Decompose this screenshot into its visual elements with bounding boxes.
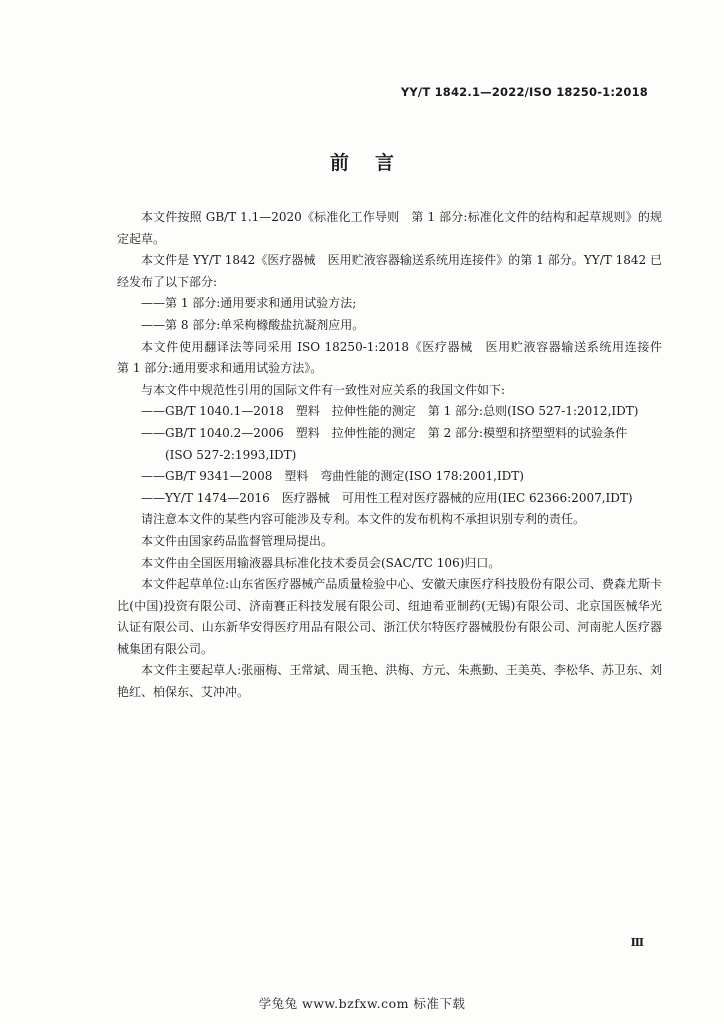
page-number: Ⅲ [630, 936, 644, 949]
paragraph-series-intro: 本文件是 YY/T 1842《医疗器械 医用贮液容器输送系统用连接件》的第 1 部分。YY/T 1842 已经发布了以下部分: [117, 253, 662, 289]
paragraph-technical-committee: 本文件由全国医用输液器具标准化技术委员会(SAC/TC 106)归口。 [141, 555, 501, 570]
paragraph-drafting-rules: 本文件按照 GB/T 1.1—2020《标准化工作导则 第 1 部分:标准化文件的结构和起草规则》的规定起草。 [117, 210, 662, 246]
list-item-part-8: ——第 8 部分:单采枸橼酸盐抗凝剂应用。 [141, 317, 365, 332]
paragraph-iso-adoption: 本文件使用翻译法等同采用 ISO 18250-1:2018《医疗器械 医用贮液容器输送系统用连接件 第 1 部分:通用要求和通用试验方法》。 [117, 339, 675, 376]
reference-yy-t-1474: ——YY/T 1474—2016 医疗器械 可用性工程对医疗器械的应用(IEC 62366:2007,IDT) [141, 490, 633, 505]
list-item-part-1: ——第 1 部分:通用要求和通用试验方法; [141, 296, 357, 311]
footer-watermark-text: 学兔兔 www.bzfxw.com 标准下载 [258, 996, 466, 1011]
reference-gb-t-1040-2-line1: ——GB/T 1040.2—2006 塑料 拉伸性能的测定 第 2 部分:模塑和挤塑塑料的试验条件 [141, 425, 628, 440]
standard-number: YY/T 1842.1—2022/ISO 18250-1:2018 [400, 85, 648, 99]
paragraph-patent-notice: 请注意本文件的某些内容可能涉及专利。本文件的发布机构不承担识别专利的责任。 [141, 512, 586, 527]
reference-gb-t-1040-1: ——GB/T 1040.1—2018 塑料 拉伸性能的测定 第 1 部分:总则(ISO 527-1:2012,IDT) [141, 404, 639, 419]
paragraph-proposer: 本文件由国家药品监督管理局提出。 [141, 533, 334, 548]
reference-gb-t-1040-2 [117, 423, 662, 466]
foreword-body [117, 207, 675, 704]
page-title: 前言 [329, 152, 420, 174]
reference-gb-t-9341: ——GB/T 9341—2008 塑料 弯曲性能的测定(ISO 178:2001,IDT) [141, 469, 524, 484]
paragraph-references-intro: 与本文件中规范性引用的国际文件有一致性对应关系的我国文件如下: [141, 382, 506, 397]
paragraph-drafters: 本文件主要起草人:张丽梅、王常斌、周玉艳、洪梅、方元、朱燕勤、王美英、李松华、苏卫东、刘艳红、柏保东、艾冲冲。 [117, 663, 662, 700]
reference-gb-t-1040-2-line2: (ISO 527-2:1993,IDT) [165, 447, 297, 462]
paragraph-drafting-units: 本文件起草单位:山东省医疗器械产品质量检验中心、安徽天康医疗科技股份有限公司、费森尤斯卡比(中国)投资有限公司、济南賽正科技发展有限公司、纽迪希亚制药(无锡)有限公司、北京国医械华光认证有限公司、山东新华安得医疗用品有限公司、浙江伏尔特医疗器械股份有限公司、河南驼人医疗器械集团有限公司。 [117, 577, 662, 656]
